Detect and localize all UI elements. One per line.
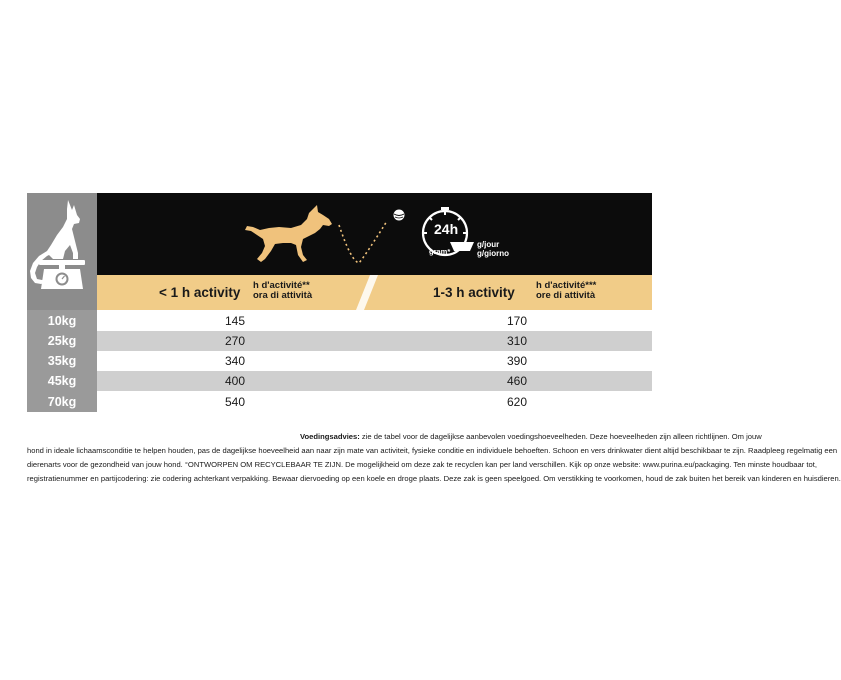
table-row (97, 392, 652, 412)
activity-divider (354, 275, 380, 310)
activity-high-sub-fr: h d'activité*** (536, 280, 597, 291)
per-day-label-it: g/giorno (477, 249, 509, 258)
dog-scale-panel (27, 193, 97, 310)
portion-low: 145 (224, 314, 246, 328)
portion-low: 270 (224, 334, 246, 348)
table-row (97, 311, 652, 331)
running-dog-icon (243, 203, 341, 265)
trajectory-icon (337, 213, 407, 268)
activity-low-label: < 1 h activity (159, 285, 241, 300)
header-band (97, 193, 652, 275)
feeding-advice-text (27, 430, 841, 486)
weight-label: 45kg (47, 374, 77, 388)
activity-low-sub-it: ora di attività (253, 290, 313, 301)
food-bowl-icon (449, 239, 475, 253)
clock-label: 24h (434, 221, 459, 237)
portion-high: 310 (506, 334, 528, 348)
weight-label: 25kg (47, 334, 77, 348)
table-row (97, 351, 652, 371)
portion-high: 390 (506, 354, 528, 368)
footer-line: hond in ideale lichaamsconditie te helpen houden, pas de dagelijkse hoeveelheid aan naar zijn mate van activiteit, fysieke conditie en individuele behoeften. Schoon en vers drinkwater dient altijd beschikbaar te zijn. Raadpleeg regelmatig een (27, 446, 838, 455)
weight-label: 70kg (47, 395, 77, 409)
portion-low: 540 (224, 395, 246, 409)
per-day-label-fr: g/jour (477, 240, 500, 249)
portion-high: 170 (506, 314, 528, 328)
table-row (97, 331, 652, 351)
weight-label: 10kg (47, 314, 77, 328)
weight-label: 35kg (47, 354, 77, 368)
footer-line: Voedingsadvies: zie de tabel voor de dagelijkse aanbevolen voedingshoeveelheden. Deze hoeveelheden zijn alleen richtlijnen. Om jouw (300, 432, 762, 441)
advice-title: Voedingsadvies: (300, 432, 360, 441)
activity-high-label: 1-3 h activity (433, 285, 515, 300)
footer-line: dierenarts voor de gezondheid van jouw hond. °ONTWORPEN OM RECYCLEBAAR TE ZIJN. De mogelijkheid om deze zak te recyclen kan per land verschillen. Kijk op onze website: www.purina.eu/packaging. Ten minste houdbaar tot, (27, 460, 817, 469)
portion-high: 460 (506, 374, 528, 388)
ball-icon (393, 209, 405, 221)
portion-low: 340 (224, 354, 246, 368)
dog-on-scale-icon (27, 193, 97, 310)
table-row (97, 371, 652, 391)
gram-label: gram* (429, 247, 451, 256)
portion-high: 620 (506, 395, 528, 409)
activity-high-sub-it: ore di attività (536, 290, 596, 301)
footer-line: registratienummer en partijcodering: zie codering achterkant verpakking. Bewaar diervoeding op een koele en droge plaats. Deze zak is geen speelgoed. Om verstikking te voorkomen, houd de zak buiten het bereik van kinderen en huisdieren. (27, 474, 841, 483)
portion-low: 400 (224, 374, 246, 388)
activity-low-sub-fr: h d'activité** (253, 280, 310, 291)
